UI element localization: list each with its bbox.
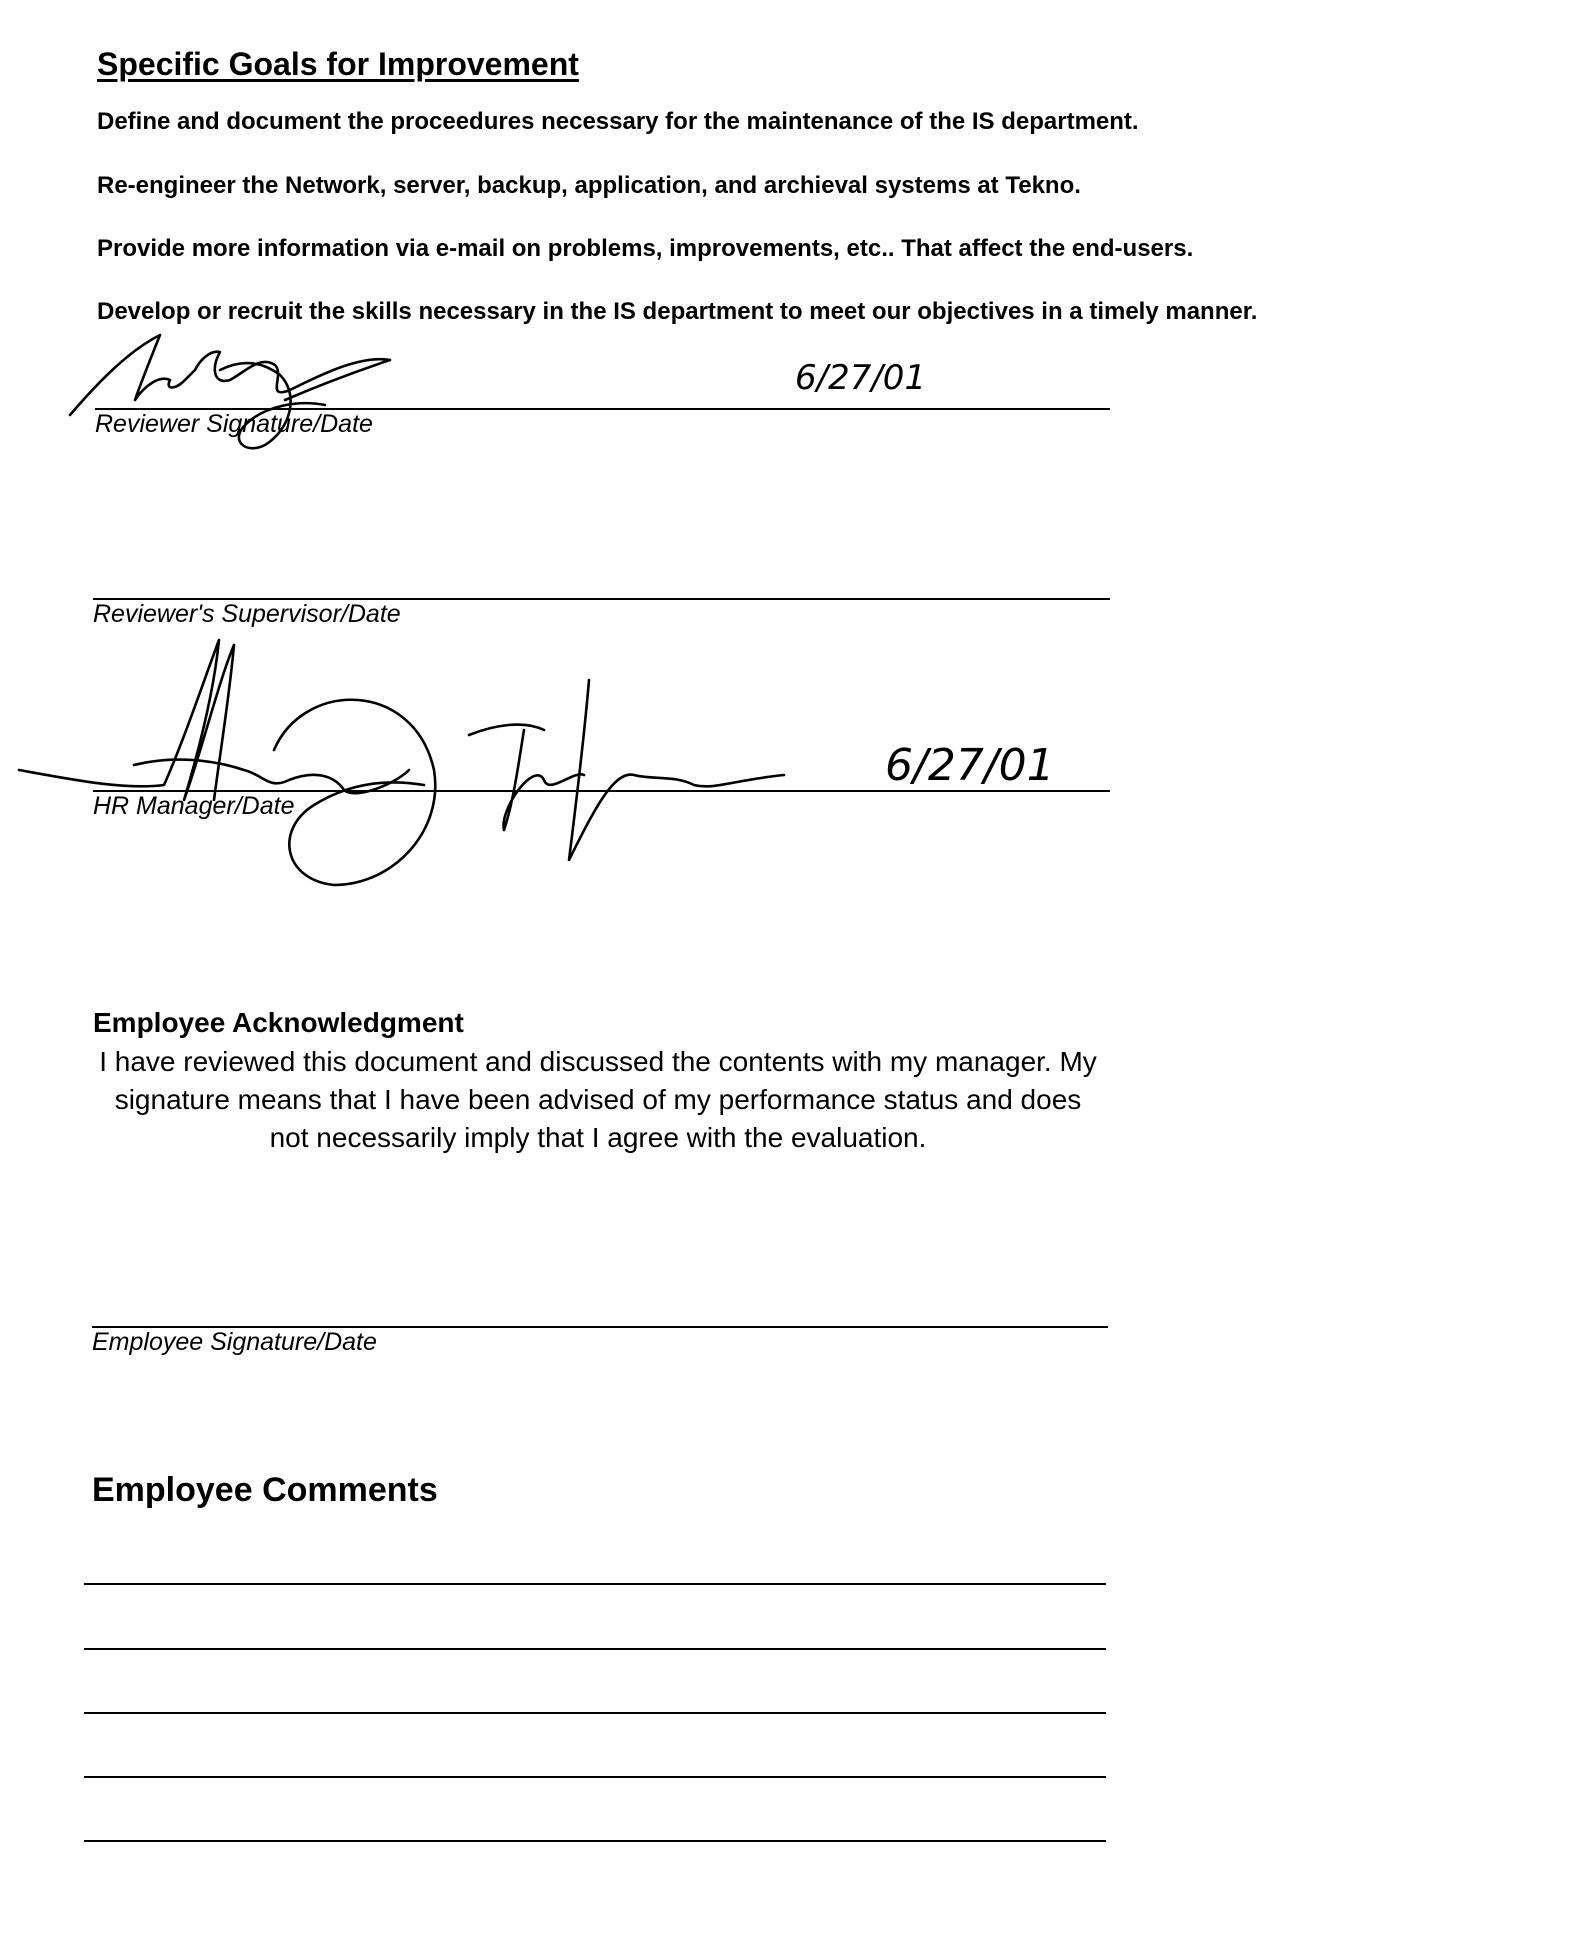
acknowledgment-title: Employee Acknowledgment xyxy=(93,1007,464,1038)
comment-line xyxy=(84,1712,1106,1714)
hr-manager-date: 6/27/01 xyxy=(885,740,1055,791)
section-title: Specific Goals for Improvement xyxy=(97,46,579,82)
supervisor-signature-label: Reviewer's Supervisor/Date xyxy=(93,600,401,628)
comment-line xyxy=(84,1648,1106,1650)
goal-item: Define and document the proceedures necessary for the maintenance of the IS department. xyxy=(97,108,1139,135)
goal-item: Provide more information via e-mail on problems, improvements, etc.. That affect the end-users. xyxy=(97,235,1194,262)
reviewer-date: 6/27/01 xyxy=(795,358,927,398)
goal-item: Develop or recruit the skills necessary in the IS department to meet our objectives in a timely manner. xyxy=(97,298,1258,325)
comment-line xyxy=(84,1583,1106,1585)
reviewer-signature-label: Reviewer Signature/Date xyxy=(95,410,373,438)
hr-manager-signature-label: HR Manager/Date xyxy=(93,792,295,820)
comment-line xyxy=(84,1776,1106,1778)
hr-manager-signature xyxy=(14,620,864,890)
employee-signature-label: Employee Signature/Date xyxy=(92,1328,377,1356)
comments-title: Employee Comments xyxy=(92,1471,438,1509)
goal-item: Re-engineer the Network, server, backup, application, and archieval systems at Tekno. xyxy=(97,172,1081,199)
acknowledgment-body: I have reviewed this document and discussed the contents with my manager. My signature means that I have been advised of my performance status and does not necessarily imply that I agree with the evaluation. xyxy=(99,1046,1097,1153)
reviewer-signature xyxy=(60,330,440,470)
comment-line xyxy=(84,1840,1106,1842)
